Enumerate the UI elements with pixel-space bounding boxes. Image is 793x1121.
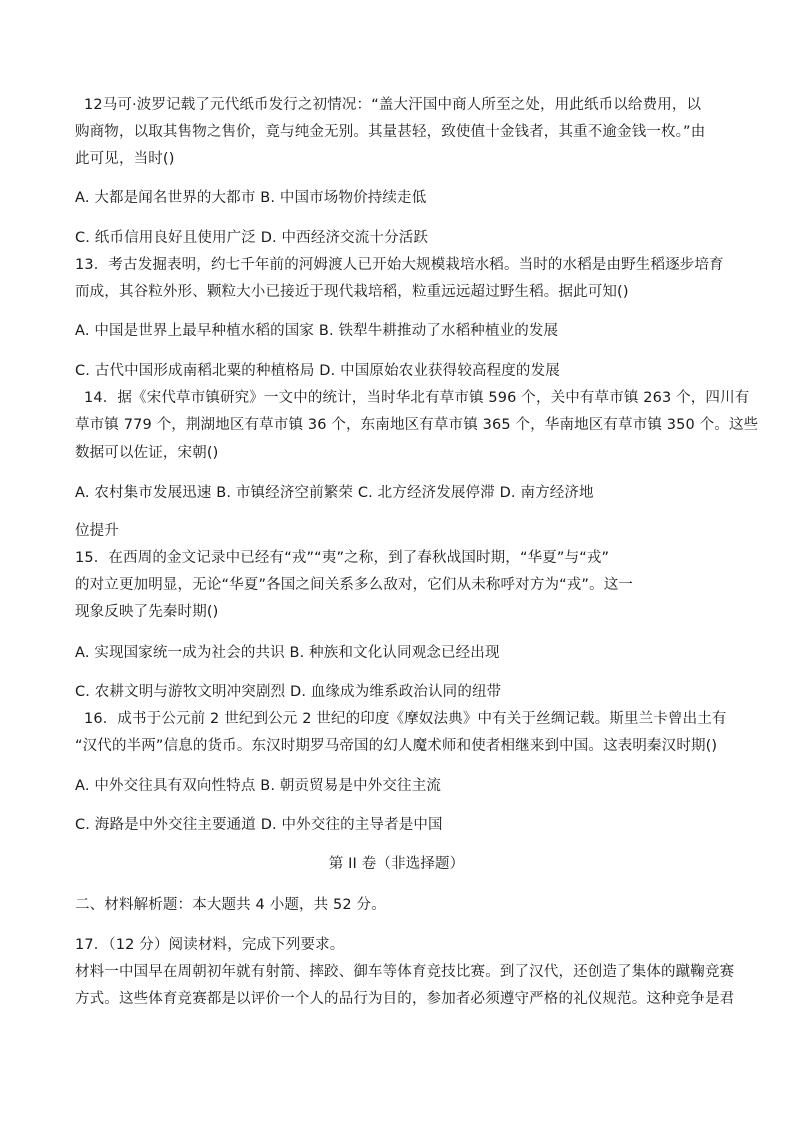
q16-line-1: 16．成书于公元前 2 世纪到公元 2 世纪的印度《摩奴法典》中有关于丝绸记载。斯里兰卡曾出土有 (84, 711, 727, 727)
section-2-title: 第 II 卷（非选择题） (328, 856, 465, 872)
q12-line-3: 此可见，当时() (75, 151, 175, 167)
q15-line-1: 15．在西周的金文记录中已经有“戎”“夷”之称，到了春秋战国时期，“华夏”与“戎” (75, 550, 610, 566)
q17-line-3: 方式。这些体育竞赛都是以评价一个人的品行为目的，参加者必须遵守严格的礼仪规范。这种竞争是君 (75, 991, 735, 1007)
q15-option-ab: A. 实现国家统一成为社会的共识 B. 种族和文化认同观念已经出现 (75, 645, 500, 661)
q15-line-3: 现象反映了先秦时期() (75, 604, 219, 620)
q16-line-2: “汉代的半两”信息的货币。东汉时期罗马帝国的幻人魔术师和使者相继来到中国。这表明秦汉时期() (75, 738, 718, 754)
q17-line-1: 17．（12 分）阅读材料，完成下列要求。 (75, 937, 345, 953)
q12-option-ab: A. 大都是闻名世界的大都市 B. 中国市场物价持续走低 (75, 190, 427, 206)
q14-option-continuation: 位提升 (75, 523, 119, 539)
q17-line-2: 材料一中国早在周朝初年就有射箭、摔跤、御车等体育竞技比赛。到了汉代，还创造了集体的蹴鞠竞赛 (75, 964, 735, 980)
q12-line-1: 12马可·波罗记载了元代纸币发行之初情况：“盖大汗国中商人所至之处，用此纸币以给费用，以 (84, 97, 702, 113)
q15-option-cd: C. 农耕文明与游牧文明冲突剧烈 D. 血缘成为维系政治认同的纽带 (75, 684, 502, 700)
q14-option-abcd: A. 农村集市发展迅速 B. 市镇经济空前繁荣 C. 北方经济发展停滞 D. 南方经济地 (75, 485, 594, 501)
q14-line-1: 14．据《宋代草市镇研究》一文中的统计，当时华北有草市镇 596 个，关中有草市镇 263 个，四川有 (84, 390, 750, 406)
q13-option-cd: C. 古代中国形成南稻北粟的种植格局 D. 中国原始农业获得较高程度的发展 (75, 363, 560, 379)
q12-option-cd: C. 纸币信用良好且使用广泛 D. 中西经济交流十分活跃 (75, 230, 429, 246)
section-2-intro: 二、材料解析题：本大题共 4 小题，共 52 分。 (75, 897, 386, 913)
q14-line-2: 草市镇 779 个，荆湖地区有草市镇 36 个，东南地区有草市镇 365 个，华南地区有草市镇 350 个。这些 (75, 417, 759, 433)
q13-option-ab: A. 中国是世界上最早种植水稻的国家 B. 铁犁牛耕推动了水稻种植业的发展 (75, 323, 559, 339)
q12-line-2: 购商物，以取其售物之售价，竟与纯金无别。其量甚轻，致使值十金钱者，其重不逾金钱一枚。”由 (75, 124, 706, 140)
q14-line-3: 数据可以佐证，宋朝() (75, 445, 219, 461)
q15-line-2: 的对立更加明显，无论“华夏”各国之间关系多么敌对，它们从未称呼对方为“戎”。这一 (75, 577, 634, 593)
q13-line-2: 而成，其谷粒外形、颗粒大小已接近于现代栽培稻，粒重远远超过野生稻。据此可知() (75, 284, 629, 300)
q16-option-cd: C. 海路是中外交往主要通道 D. 中外交往的主导者是中国 (75, 817, 443, 833)
q16-option-ab: A. 中外交往具有双向性特点 B. 朝贡贸易是中外交往主流 (75, 778, 442, 794)
q13-line-1: 13．考古发掘表明，约七千年前的河姆渡人已开始大规模栽培水稻。当时的水稻是由野生稻逐步培育 (75, 257, 724, 273)
